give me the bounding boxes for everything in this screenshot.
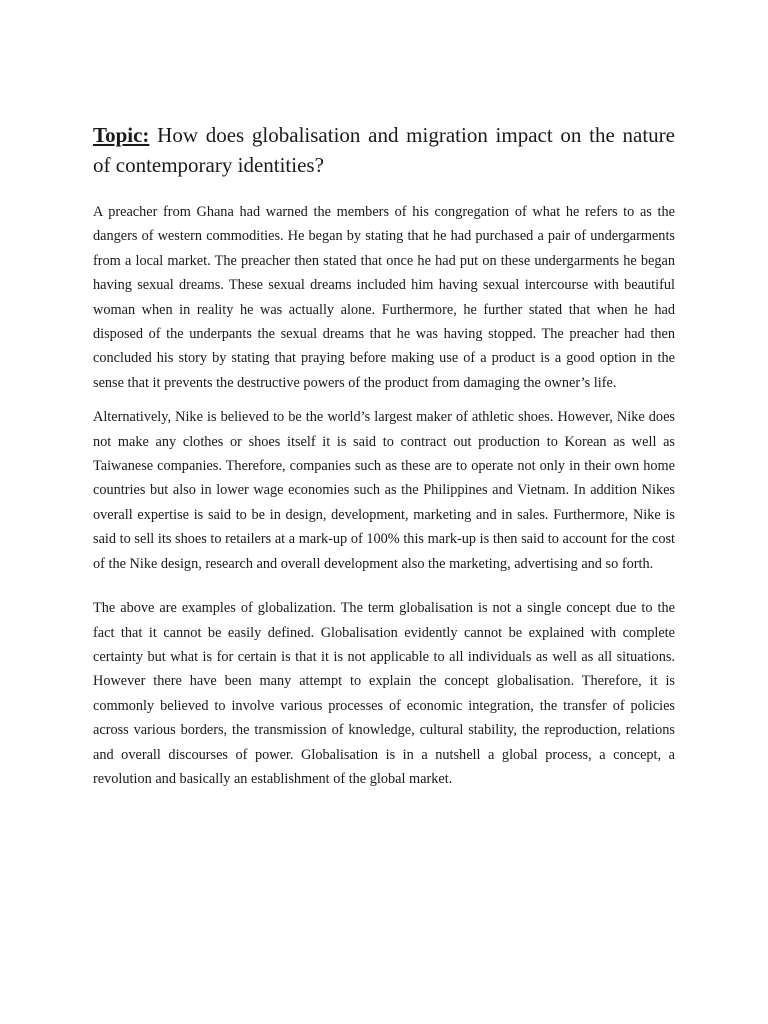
topic-heading	[93, 120, 675, 180]
paragraph-globalisation: The above are examples of globalization. The term globalisation is not a single concept due to the fact that it cannot be easily defined. Globalisation evidently cannot be explained with complete certainty but what is for certain is that it is not applicable to all individuals as well as all situations. However there have been many attempt to explain the concept globalisation. Therefore, it is commonly believed to involve various processes of economic integration, the transfer of policies across various borders, the transmission of knowledge, cultural stability, the reproduction, relations and overall discourses of power. Globalisation is in a nutshell a global process, a concept, a revolution and basically an establishment of the global market.	[93, 600, 675, 787]
topic-text: How does globalisation and migration impact on the nature of contemporary identities?	[93, 123, 676, 177]
topic-label: Topic:	[93, 123, 150, 147]
paragraph-nike: Alternatively, Nike is believed to be the world’s largest maker of athletic shoes. However, Nike does not make any clothes or shoes itself it is said to contract out production to Korean as well as Taiwanese companies. Therefore, companies such as these are to operate not only in their own home countries but also in lower wage economies such as the Philippines and Vietnam. In addition Nikes overall expertise is said to be in design, development, marketing and in sales. Furthermore, Nike is said to sell its shoes to retailers at a mark-up of 100% this mark-up is then said to account for the cost of the Nike design, research and overall development also the marketing, advertising and so forth.	[93, 409, 675, 572]
paragraph-preacher: A preacher from Ghana had warned the members of his congregation of what he refers to as the dangers of western commodities. He began by stating that he had purchased a pair of undergarments from a local market. The preacher then stated that once he had put on these undergarments he began having sexual dreams. These sexual dreams included him having sexual intercourse with beautiful woman when in reality he was actually alone. Furthermore, he further stated that when he had disposed of the underpants the sexual dreams that he was having stopped. The preacher had then concluded his story by stating that praying before making use of a product is a good option in the sense that it prevents the destructive powers of the product from damaging the owner’s life.	[93, 204, 675, 391]
document-page	[93, 120, 675, 801]
